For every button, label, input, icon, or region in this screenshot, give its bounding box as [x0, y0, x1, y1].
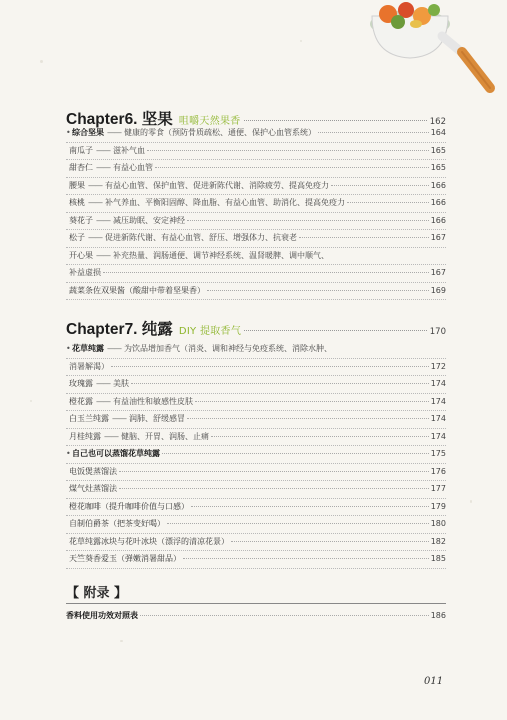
dot-leader	[119, 488, 429, 489]
row-divider	[66, 142, 446, 143]
dot-leader	[244, 330, 427, 331]
entry-description: 有益油性和敏感性皮肤	[113, 396, 193, 406]
row-divider	[66, 264, 446, 265]
toc-entry[interactable]	[69, 268, 446, 278]
page-ref: 186	[430, 611, 446, 620]
em-dash: ——	[88, 198, 102, 207]
row-divider	[66, 177, 446, 178]
page-ref: 182	[430, 536, 446, 546]
row-divider	[66, 212, 446, 213]
row-divider	[66, 159, 446, 160]
chapter-subtitle: 咀嚼天然果香	[178, 116, 241, 127]
page-ref: 165	[430, 163, 446, 172]
toc-entry[interactable]	[69, 537, 446, 547]
entry-title: 橙花咖啡（提升咖啡价值与口感）	[69, 501, 189, 511]
dot-leader	[299, 237, 429, 238]
toc-entry[interactable]	[69, 181, 446, 191]
bullet-icon: •	[66, 128, 71, 137]
entry-title: 电饭煲蒸馏法	[69, 466, 117, 476]
em-dash: ——	[96, 215, 110, 225]
page-number: 011	[424, 676, 444, 687]
row-divider	[66, 229, 446, 230]
entry-description: 补充热量、润肠通便、调节神经系统、温肾暖脾、调中顺气、	[113, 250, 329, 260]
paper-texture	[30, 400, 32, 402]
entry-title: 核桃	[69, 198, 85, 207]
row-divider	[66, 282, 446, 283]
toc-entry[interactable]	[69, 397, 446, 407]
appendix-heading: 【 附录 】	[66, 586, 128, 601]
toc-entry[interactable]	[69, 216, 446, 226]
bullet-icon: •	[66, 449, 71, 458]
row-divider	[66, 247, 446, 248]
em-dash: ——	[96, 250, 110, 260]
dot-leader	[111, 366, 429, 367]
paper-texture	[40, 60, 43, 63]
toc-entry[interactable]	[69, 467, 446, 477]
dot-leader	[331, 185, 429, 186]
toc-entry[interactable]	[69, 554, 446, 564]
toc-entry[interactable]	[69, 251, 446, 261]
page-ref: 174	[430, 396, 446, 406]
cooking-pot-illustration	[358, 0, 507, 104]
entry-description: 减压助眠、安定神经	[113, 215, 185, 225]
entry-description: 健脑、开胃、润肠、止痛	[121, 431, 209, 441]
em-dash: ——	[96, 145, 110, 155]
dot-leader	[167, 523, 429, 524]
row-divider	[66, 445, 446, 446]
page-ref: 170	[429, 327, 446, 337]
toc-entry[interactable]	[69, 163, 446, 173]
page-ref: 174	[430, 379, 446, 388]
entry-description: 滋补气血	[113, 145, 145, 155]
entry-title: 甜杏仁	[69, 163, 93, 172]
entry-title: 综合坚果	[72, 128, 104, 137]
page-ref: 162	[429, 117, 446, 127]
appendix-rule	[66, 603, 446, 604]
dot-leader	[140, 615, 429, 616]
page-ref: 174	[430, 431, 446, 441]
dot-leader	[187, 220, 429, 221]
page-ref: 179	[430, 501, 446, 511]
toc-entry[interactable]	[69, 379, 446, 389]
row-divider	[66, 550, 446, 551]
row-divider	[66, 194, 446, 195]
page-ref: 167	[430, 268, 446, 277]
entry-title: 天竺葵香爱玉（弹嫩消暑甜品）	[69, 554, 181, 563]
toc-entry[interactable]	[69, 286, 446, 296]
dot-leader	[119, 471, 429, 472]
em-dash: ——	[96, 163, 110, 172]
page-ref: 180	[430, 519, 446, 528]
em-dash: ——	[96, 379, 110, 388]
em-dash: ——	[107, 128, 121, 137]
paper-texture	[470, 500, 472, 503]
toc-entry[interactable]	[69, 484, 446, 494]
dot-leader	[347, 202, 429, 203]
row-divider	[66, 463, 446, 464]
dot-leader	[318, 132, 429, 133]
dot-leader	[155, 167, 429, 168]
toc-entry[interactable]	[69, 233, 446, 243]
dot-leader	[231, 541, 429, 542]
entry-title: 自己也可以蒸馏花草纯露	[72, 449, 160, 458]
entry-title: 香料使用功效对照表	[66, 611, 138, 620]
toc-entry[interactable]	[69, 414, 446, 424]
dot-leader	[131, 383, 429, 384]
row-divider	[66, 480, 446, 481]
entry-title: 南瓜子	[69, 145, 93, 155]
dot-leader	[195, 401, 429, 402]
row-divider	[66, 498, 446, 499]
toc-entry[interactable]	[69, 362, 446, 372]
dot-leader	[187, 418, 429, 419]
entry-description: 美肤	[113, 379, 129, 388]
page-ref: 165	[430, 145, 446, 155]
chapter-6-heading[interactable]	[66, 107, 446, 129]
entry-description: 补益虚损	[69, 268, 101, 277]
entry-title: 煤气灶蒸馏法	[69, 484, 117, 493]
page-ref: 164	[430, 128, 446, 137]
bullet-icon: •	[66, 344, 71, 353]
entry-title: 葵花子	[69, 215, 93, 225]
row-divider	[66, 393, 446, 394]
entry-description: 润肺、舒缓感冒	[129, 414, 185, 423]
page-ref: 169	[430, 285, 446, 295]
entry-title: 白玉兰纯露	[69, 414, 109, 423]
entry-description: 补气养血、平衡阳固醇、降血脂、有益心血管、助消化、提高免疫力	[105, 198, 345, 207]
toc-entry[interactable]	[69, 502, 446, 512]
entry-title: 花草纯露	[72, 344, 104, 353]
entry-description: 健康的零食（预防骨质疏松、通便、保护心血管系统）	[124, 128, 316, 137]
chapter-title: Chapter7. 纯露	[66, 321, 173, 338]
page-ref: 175	[430, 449, 446, 458]
paper-texture	[120, 640, 123, 642]
chapter-7-heading[interactable]	[66, 317, 446, 339]
row-divider	[66, 568, 446, 569]
entry-title: 月桂纯露	[69, 431, 101, 441]
entry-title: 开心果	[69, 250, 93, 260]
entry-title: 蔬菜条佐双果酱（酸甜中带着坚果香）	[69, 285, 205, 295]
entry-description: 有益心血管、保护血管、促进新陈代谢、消除疲劳、提高免疫力	[105, 180, 329, 190]
entry-title: 自制伯爵茶（把茶变好喝）	[69, 519, 165, 528]
row-divider	[66, 375, 446, 376]
page-ref: 174	[430, 414, 446, 423]
row-divider	[66, 515, 446, 516]
toc-entry[interactable]	[69, 519, 446, 529]
entry-title: 腰果	[69, 180, 85, 190]
entry-title: 松子	[69, 233, 85, 242]
dot-leader	[103, 272, 429, 273]
page-ref: 177	[430, 484, 446, 493]
row-divider	[66, 410, 446, 411]
page-ref: 167	[430, 233, 446, 242]
row-divider	[66, 533, 446, 534]
dot-leader	[207, 290, 429, 291]
page-ref: 176	[430, 466, 446, 476]
page-ref: 166	[430, 198, 446, 207]
toc-entry[interactable]	[69, 146, 446, 156]
toc-entry[interactable]	[69, 198, 446, 208]
dot-leader	[211, 436, 429, 437]
entry-title: 花草纯露冰块与花叶冰块（漂浮的清凉花景）	[69, 536, 229, 546]
entry-description: 消暑解渴）	[69, 361, 109, 371]
entry-title: 橙花露	[69, 396, 93, 406]
entry-description: 有益心血管	[113, 163, 153, 172]
dot-leader	[147, 150, 429, 151]
em-dash: ——	[88, 233, 102, 242]
row-divider	[66, 428, 446, 429]
page-ref: 172	[430, 361, 446, 371]
dot-leader	[183, 558, 429, 559]
dot-leader	[162, 453, 429, 454]
em-dash: ——	[107, 344, 121, 353]
chapter-title: Chapter6. 坚果	[66, 111, 173, 128]
row-divider	[66, 299, 446, 300]
page-ref: 185	[430, 554, 446, 563]
entry-title: 玫瑰露	[69, 379, 93, 388]
page-ref: 166	[430, 215, 446, 225]
dot-leader	[191, 506, 429, 507]
toc-entry[interactable]	[69, 432, 446, 442]
entry-description: 促进新陈代谢、有益心血管、舒压、增强体力、抗衰老	[105, 233, 297, 242]
em-dash: ——	[88, 180, 102, 190]
paper-texture	[300, 40, 302, 42]
em-dash: ——	[112, 414, 126, 423]
em-dash: ——	[96, 396, 110, 406]
row-divider	[66, 358, 446, 359]
em-dash: ——	[104, 431, 118, 441]
page-ref: 166	[430, 180, 446, 190]
entry-description: 为饮品增加香气（消炎、调和神经与免疫系统、消除水肿、	[124, 344, 332, 353]
dot-leader	[244, 120, 427, 121]
toc-entry[interactable]	[66, 128, 446, 138]
toc-entry[interactable]	[66, 449, 446, 459]
chapter-subtitle: DIY 提取香气	[178, 326, 242, 337]
appendix-entry[interactable]	[66, 611, 446, 621]
toc-entry[interactable]	[66, 344, 446, 354]
